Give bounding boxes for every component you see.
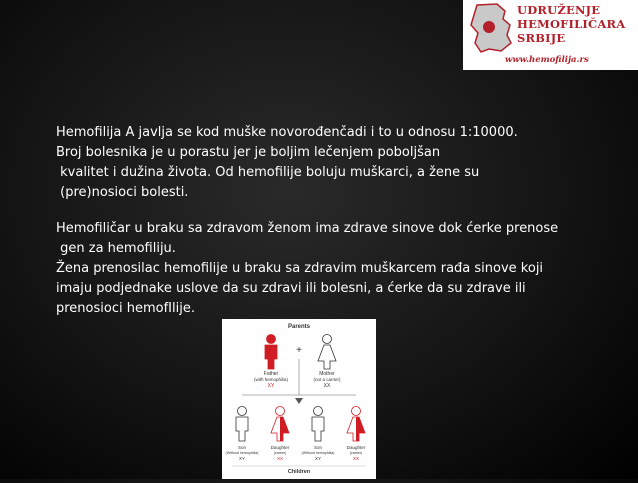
text-line: Žena prenosilac hemofilije u braku sa zdravim muškarcem rađa sinove koji [56,261,544,276]
parents-label: Parents [287,324,311,330]
text-line: gen za hemofiliju. [56,241,176,256]
child-genotype: XX [276,456,284,461]
child-label: Daughter [346,445,366,450]
mother-figure [318,335,336,370]
child-label: Son [237,445,247,450]
serbia-map-emblem [467,3,513,53]
down-arrow-icon [295,398,303,404]
text-line: (pre)nosioci bolesti. [56,185,189,200]
child-son-1 [236,407,248,442]
child-genotype: XY [238,456,246,461]
association-name: UDRUŽENJE HEMOFILIČARA SRBIJE [517,3,626,45]
plus-sign: + [296,345,302,356]
child-sub: (Without hemophilia) [301,451,335,455]
text-line: Broj bolesnika je u porastu jer je boljim lečenjem poboljšan [56,145,441,160]
inheritance-diagram [222,319,376,479]
mother-genotype: XX [323,383,331,389]
father-genotype: XY [267,383,275,389]
child-sub: (carrier) [273,451,287,455]
children-label: Children [287,469,311,475]
text-line: Hemofiličar u braku sa zdravom ženom ima zdrave sinove dok ćerke prenose [56,221,559,236]
logo [463,0,638,70]
inheritance-paragraph [56,219,558,319]
mother-sub: (not a carrier) [313,377,341,382]
child-label: Daughter [270,445,290,450]
child-label: Son [313,445,323,450]
text-line: prenosioci hemofIlije. [56,301,195,316]
text-line: Hemofilija A javlja se kod muške novorođenčadi i to u odnosu 1:10000. [56,125,518,140]
intro-paragraph [56,123,518,203]
text-line: kvalitet i dužina života. Od hemofilije boluju muškarci, a žene su [56,165,480,180]
child-sub: (carrier) [349,451,363,455]
child-son-2 [312,407,324,442]
father-label: Father [263,371,279,377]
child-genotype: XY [314,456,322,461]
website-url[interactable]: www.hemofilija.rs [505,55,589,65]
mother-label: Mother [319,371,335,377]
child-sub: (Without hemophilia) [225,451,259,455]
child-genotype: XX [352,456,360,461]
father-sub: (with hemophilia) [253,377,289,382]
child-daughter-1 [271,407,289,442]
child-daughter-2 [347,407,365,442]
father-figure [265,335,277,370]
text-line: imaju podjednake uslove da su zdravi ili bolesni, a ćerke da su zdrave ili [56,281,526,296]
